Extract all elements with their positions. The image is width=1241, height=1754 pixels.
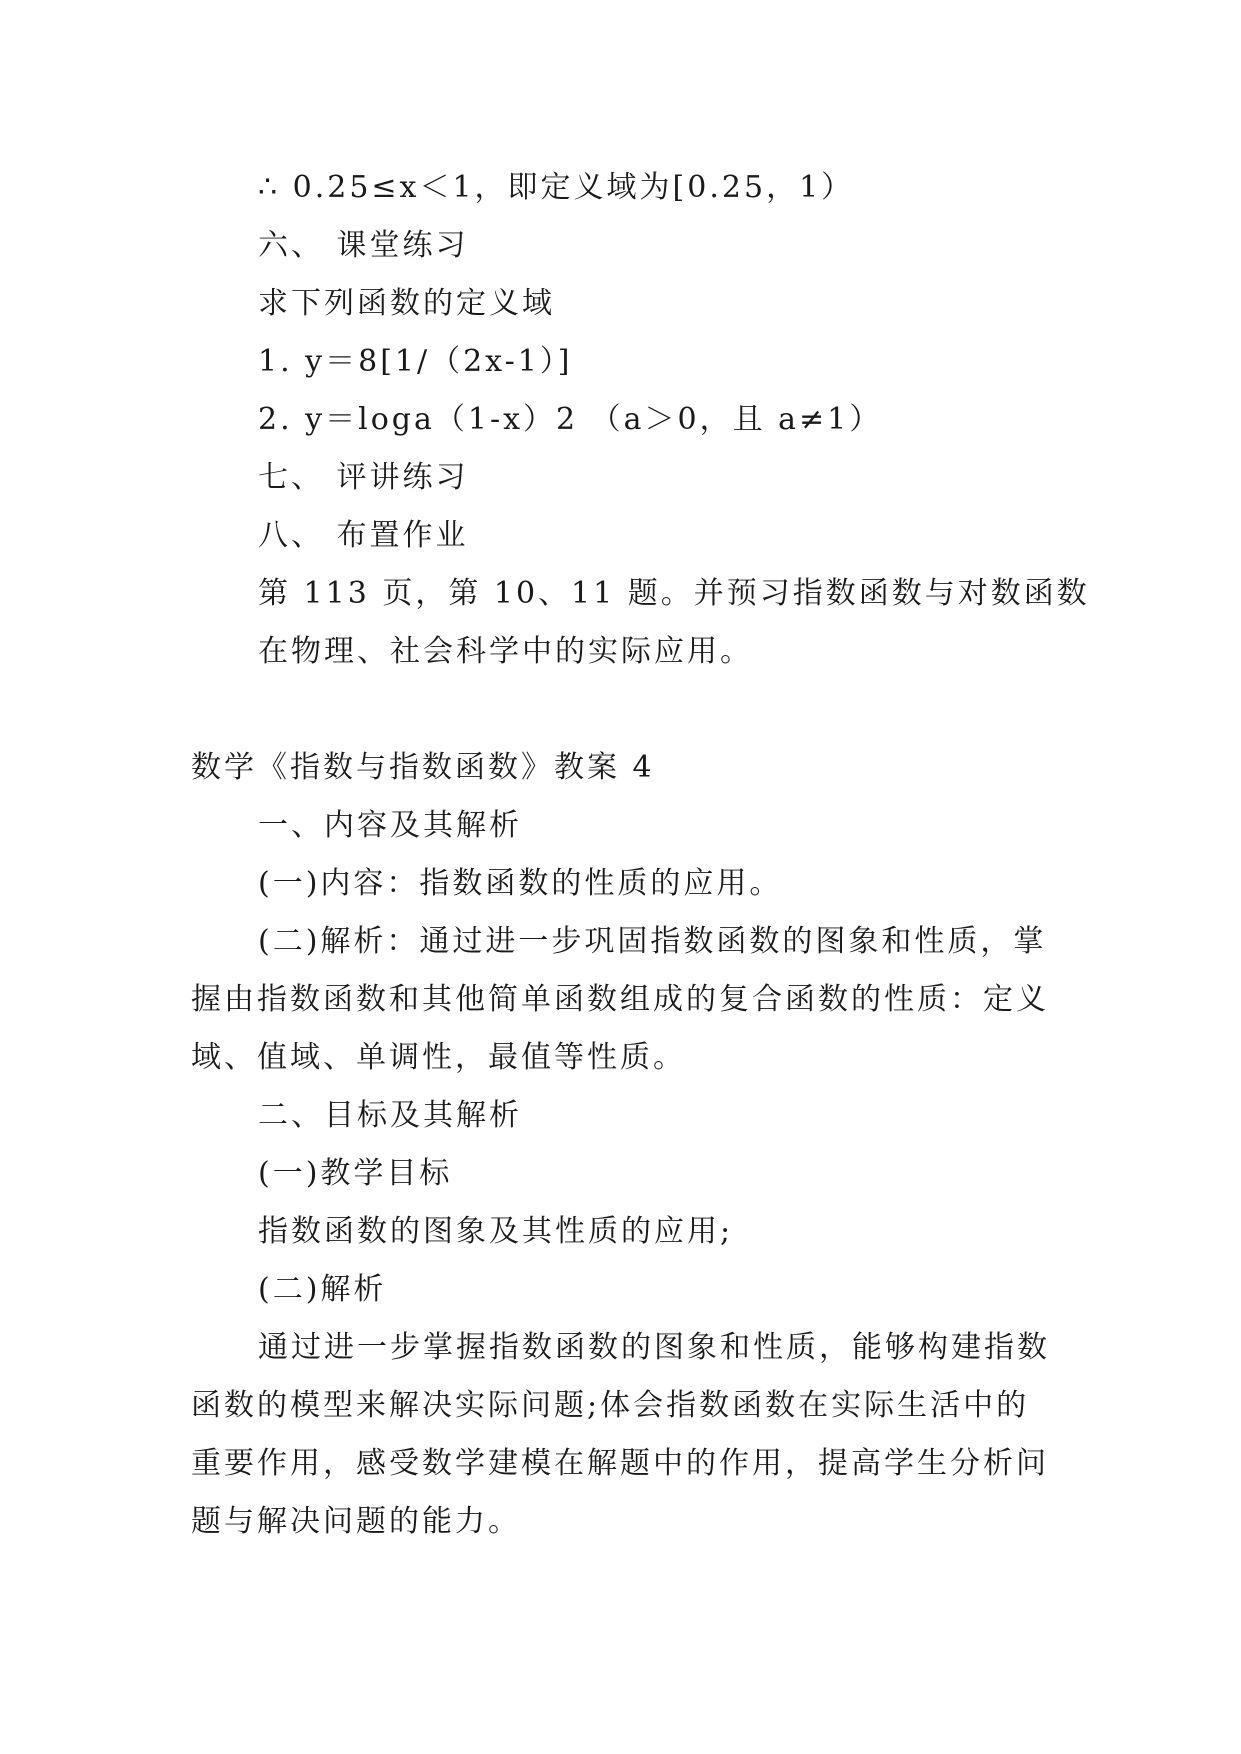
text-line: 第 113 页，第 10、11 题。并预习指数函数与对数函数 <box>258 576 1090 611</box>
text-line: 在物理、社会科学中的实际应用。 <box>258 634 753 669</box>
subsection-heading: (二)解析 <box>258 1272 387 1307</box>
text-line: (二)解析：通过进一步巩固指数函数的图象和性质，掌 <box>258 924 1047 959</box>
exercise-item: 1. y＝8[1/（2x-1）] <box>258 344 573 379</box>
document-title: 数学《指数与指数函数》教案 4 <box>191 750 655 785</box>
section-heading: 八、 布置作业 <box>258 518 469 553</box>
text-line: ∴ 0.25≤x＜1，即定义域为[0.25，1） <box>258 170 855 205</box>
text-line: 域、值域、单调性，最值等性质。 <box>191 1040 686 1075</box>
text-line: 通过进一步掌握指数函数的图象和性质，能够构建指数 <box>258 1330 1050 1365</box>
text-line: 题与解决问题的能力。 <box>191 1504 521 1539</box>
exercise-item: 2. y＝loga（1-x）2 （a＞0，且 a≠1） <box>258 402 883 437</box>
subsection-heading: (一)教学目标 <box>258 1156 453 1191</box>
section-heading: 六、 课堂练习 <box>258 228 469 263</box>
text-line: 指数函数的图象及其性质的应用; <box>258 1214 734 1249</box>
section-heading: 二、目标及其解析 <box>258 1098 522 1133</box>
section-heading: 一、内容及其解析 <box>258 808 522 843</box>
text-line: 函数的模型来解决实际问题;体会指数函数在实际生活中的 <box>191 1388 1030 1423</box>
text-line: 求下列函数的定义域 <box>258 286 555 321</box>
text-line: (一)内容：指数函数的性质的应用。 <box>258 866 783 901</box>
section-heading: 七、 评讲练习 <box>258 460 469 495</box>
text-line: 重要作用，感受数学建模在解题中的作用，提高学生分析问 <box>191 1446 1049 1481</box>
text-line: 握由指数函数和其他简单函数组成的复合函数的性质：定义 <box>191 982 1049 1017</box>
